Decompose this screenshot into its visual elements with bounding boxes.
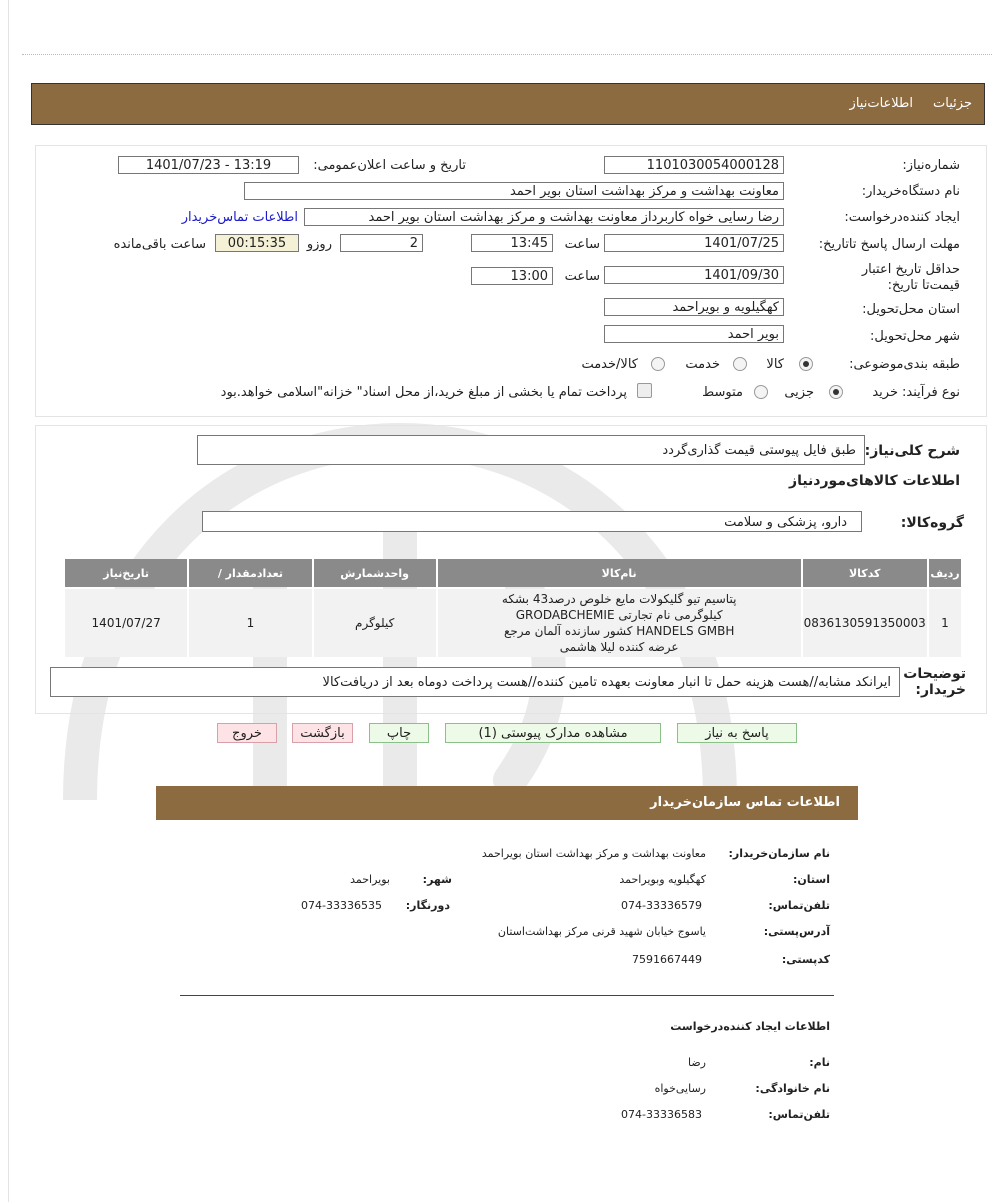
validity-hour-label: ساعت: [564, 269, 600, 284]
goods-group-field: دارو، پزشکی و سلامت: [202, 511, 862, 532]
col-qty: تعدادمقدار /: [189, 559, 311, 587]
contact-fax-label: دورنگار:: [405, 899, 450, 912]
attachments-button[interactable]: مشاهده مدارک پیوستی (1): [445, 723, 661, 743]
tab-need-info[interactable]: اطلاعات‌نیاز: [849, 96, 913, 111]
days-label: روزو: [306, 237, 332, 252]
process-label: نوع فرآیند:: [902, 385, 960, 400]
creator-name-label: نام:: [809, 1056, 830, 1069]
buyer-org-label: نام دستگاه‌خریدار:: [861, 184, 960, 199]
radio-partial-label: جزیی: [784, 385, 814, 400]
contact-postal: 7591667449: [632, 953, 702, 966]
creator-name: رضا: [687, 1056, 706, 1069]
contact-address: یاسوج خیابان شهید قرنی مرکز بهداشت‌استان: [497, 925, 706, 938]
back-button[interactable]: بازگشت: [292, 723, 353, 743]
cell-code: 0836130591350003: [803, 589, 927, 657]
radio-goods-service-label: کالا/خدمت: [581, 357, 638, 372]
contact-org: معاونت بهداشت و مرکز بهداشت استان بویراحمد: [481, 847, 706, 860]
remaining-label: ساعت باقی‌مانده: [113, 237, 206, 252]
creator-info-title: اطلاعات ایجاد کننده‌درخواست: [670, 1020, 830, 1033]
print-button[interactable]: چاپ: [369, 723, 429, 743]
announce-date-value: 1401/07/23 - 13:19: [145, 158, 272, 173]
creator-phone-label: تلفن‌تماس:: [768, 1108, 830, 1121]
col-name: نام‌کالا: [438, 559, 801, 587]
province-label: استان محل‌تحویل:: [862, 302, 960, 317]
contact-phone-label: تلفن‌تماس:: [768, 899, 830, 912]
buyer-notes-field: ایرانکد مشابه//هست هزینه حمل تا انبار معاونت بعهده تامین کننده//هست پرداخت دوماه بعد از دریافت‌کالا: [50, 667, 900, 697]
city-field: بویر احمد: [604, 325, 784, 343]
creator-label: ایجاد کننده‌درخواست:: [844, 210, 960, 225]
exit-button[interactable]: خروج: [217, 723, 277, 743]
deadline-date-field: 1401/07/25: [604, 234, 784, 252]
buyer-contact-header: [156, 786, 858, 820]
radio-medium[interactable]: [754, 385, 768, 399]
treasury-payment-note: پرداخت تمام یا بخشی از مبلغ خرید،از محل اسناد" خزانه"اسلامی خواهد.بود: [220, 385, 627, 400]
treasury-payment-checkbox[interactable]: [637, 383, 652, 398]
contact-province-label: استان:: [793, 873, 830, 886]
contact-phone: 074-33336579: [621, 899, 702, 912]
deadline-time-field: 13:45: [471, 234, 553, 252]
buyer-org-field: معاونت بهداشت و مرکز بهداشت استان بویر احمد: [244, 182, 784, 200]
validity-label: حداقل تاریخ اعتبار قیمت‌تا تاریخ:: [861, 262, 960, 293]
category-label: طبقه بندی‌موضوعی:: [849, 357, 960, 372]
buyer-contact-title: اطلاعات تماس سازمان‌خریدار: [650, 795, 840, 810]
contact-fax: 074-33336535: [301, 899, 382, 912]
announce-date-label: تاریخ و ساعت اعلان‌عمومی:: [313, 158, 466, 173]
radio-partial[interactable]: [829, 385, 843, 399]
deadline-hour-label: ساعت: [564, 237, 600, 252]
radio-service-label: خدمت: [685, 357, 720, 372]
contact-address-label: آدرس‌پستی:: [763, 925, 830, 938]
contact-postal-label: کد‌پستی:: [781, 953, 830, 966]
reply-button[interactable]: پاسخ به نیاز: [677, 723, 797, 743]
province-field: کهگیلویه و بویراحمد: [604, 298, 784, 316]
goods-group-label: گروه‌کالا:: [900, 515, 964, 531]
radio-service[interactable]: [733, 357, 747, 371]
creator-field: رضا رسایی خواه کاربرداز معاونت بهداشت و مرکز بهداشت استان بویر احمد: [304, 208, 784, 226]
radio-goods[interactable]: [799, 357, 813, 371]
tab-details[interactable]: جزئیات: [933, 96, 972, 111]
cell-row: 1: [929, 589, 961, 657]
goods-table: [63, 557, 963, 659]
page-left-border: [8, 0, 9, 1202]
need-number-field: 1101030054000128: [604, 156, 784, 174]
details-header-bar: [31, 83, 985, 125]
deadline-label: مهلت ارسال پاسخ تا‌تاریخ:: [818, 237, 960, 252]
remaining-time-field: 00:15:35: [215, 234, 299, 252]
contact-divider: [180, 995, 834, 996]
cell-date: 1401/07/27: [65, 589, 187, 657]
creator-family-label: نام خانوادگی:: [755, 1082, 830, 1095]
creator-family: رسایی‌خواه: [654, 1082, 706, 1095]
buyer-contact-link[interactable]: اطلاعات تماس‌خریدار: [181, 210, 298, 225]
cell-qty: 1: [189, 589, 311, 657]
creator-phone: 074-33336583: [621, 1108, 702, 1121]
city-label: شهر محل‌تحویل:: [870, 329, 960, 344]
col-unit: واحدشمارش: [314, 559, 436, 587]
top-dotted-divider: [22, 54, 992, 55]
goods-section-title: اطلاعات کالاهای‌موردنیاز: [789, 473, 960, 489]
validity-date-field: 1401/09/30: [604, 266, 784, 284]
table-row: [65, 589, 961, 657]
col-date: تاریخ‌نیاز: [65, 559, 187, 587]
announce-date-field: [118, 156, 299, 174]
radio-medium-label: متوسط: [702, 385, 743, 400]
contact-city-label: شهر:: [422, 873, 452, 886]
buyer-notes-label: توضیحات خریدار:: [903, 666, 966, 698]
validity-time-field: 13:00: [471, 267, 553, 285]
days-field: 2: [340, 234, 423, 252]
radio-goods-service[interactable]: [651, 357, 665, 371]
process-buy-label: خرید: [872, 385, 898, 400]
cell-name: [438, 589, 801, 657]
cell-unit: کیلوگرم: [314, 589, 436, 657]
col-row: ردیف: [929, 559, 961, 587]
summary-label: شرح کلی‌نیاز:: [864, 443, 960, 459]
need-number-label: شماره‌نیاز:: [902, 158, 960, 173]
summary-field: طبق فایل پیوستی قیمت گذاری‌گردد: [197, 435, 865, 465]
col-code: کدکالا: [803, 559, 927, 587]
goods-table-header: [65, 559, 961, 587]
radio-goods-label: کالا: [766, 357, 784, 372]
contact-province: کهگیلویه وبویراحمد: [619, 873, 706, 886]
cell-name-text: پتاسیم تیو گلیکولات مایع خلوص درصد43 بشکه کیلوگرمی نام تجارتی GRODABCHEMIE HANDELS GMBH کشور سازنده آلمان مرجع عرضه کننده لیلا هاشمی: [501, 592, 737, 654]
contact-city: بویراحمد: [350, 873, 390, 886]
contact-org-label: نام سازمان‌خریدار:: [728, 847, 830, 860]
